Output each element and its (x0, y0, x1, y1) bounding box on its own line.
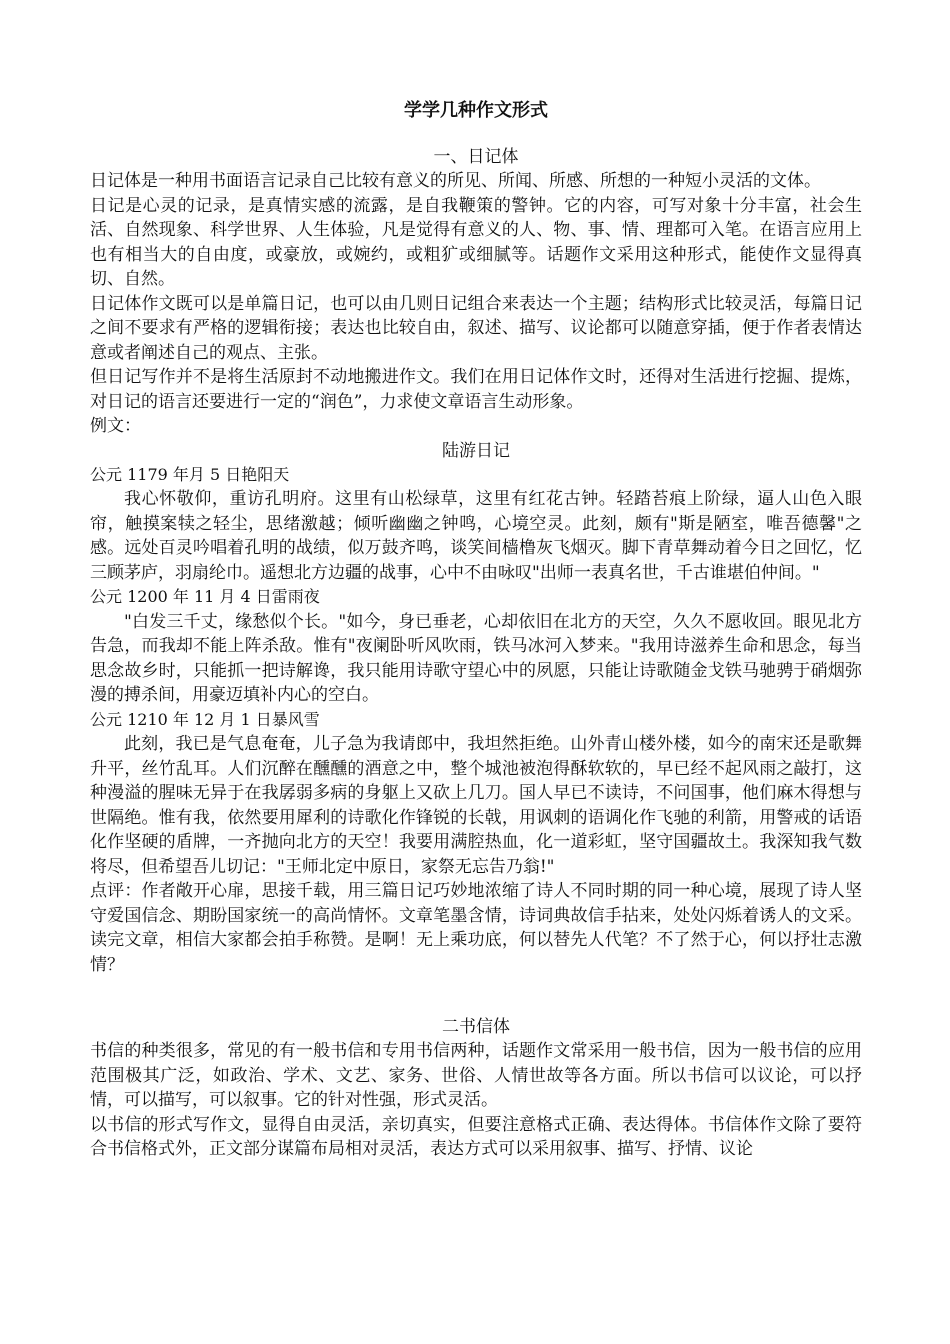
paragraph: 日记体是一种用书面语言记录自己比较有意义的所见、所闻、所感、所想的一种短小灵活的文体。 (90, 171, 821, 191)
section-heading-letter: 二书信体 (442, 1017, 510, 1037)
paragraph: 日记体作文既可以是单篇日记，也可以由几则日记组合来表达一个主题；结构形式比较灵活，每篇日记之间不要求有严格的逻辑衔接；表达也比较自由，叙述、描写、议论都可以随意穿插，便于作者表情达意或者阐述自己的观点、主张。 (90, 293, 862, 363)
diary-entry-date: 公元 1210 年 12 月 1 日暴风雪 (90, 709, 320, 729)
example-comment: 点评：作者敞开心扉，思接千载，用三篇日记巧妙地浓缩了诗人不同时期的同一种心境，展现了诗人坚守爱国信念、期盼国家统一的高尚情怀。文章笔墨含情，诗词典故信手拈来，处处闪烁着诱人的文采。读完文章，相信大家都会拍手称赞。是啊！无上乘功底，何以替先人代笔？不了然于心，何以抒壮志激情？ (90, 881, 862, 975)
example-title: 陆游日记 (442, 440, 510, 461)
paragraph: 但日记写作并不是将生活原封不动地搬进作文。我们在用日记体作文时，还得对生活进行挖掘、提炼，对日记的语言还要进行一定的“润色”，力求使文章语言生动形象。 (90, 367, 862, 412)
section-spacer (90, 977, 862, 1015)
diary-entry-date: 公元 1200 年 11 月 4 日雷雨夜 (90, 587, 320, 606)
diary-entry-date: 公元 1179 年月 5 日艳阳天 (90, 464, 290, 484)
document-body (90, 97, 862, 1162)
diary-entry-text: 此刻，我已是气息奄奄，儿子急为我请郎中，我坦然拒绝。山外青山楼外楼，如今的南宋还是歌舞升平，丝竹乱耳。人们沉醉在醺醺的酒意之中，整个城池被泡得酥软软的，早已经不起风雨之敲打，这种漫溢的腥味无异于在我孱弱多病的身躯上又砍上几刀。国人早已不读诗，不问国事，他们麻木得想与世隔绝。惟有我，依然要用犀利的诗歌化作锋锐的长戟，用讽刺的语调化作飞驰的利箭，用警戒的话语化作坚硬的盾牌，一齐抛向北方的天空！我要用满腔热血，化一道彩虹，坚守国疆故土。我深知我气数将尽，但希望吾儿切记："王师北定中原日，家祭无忘告乃翁!" (90, 734, 862, 877)
section-heading-diary: 一、日记体 (433, 147, 519, 167)
paragraph: 以书信的形式写作文，显得自由灵活，亲切真实，但要注意格式正确、表达得体。书信体作文除了要符合书信格式外，正文部分谋篇布局相对灵活，表达方式可以采用叙事、描写、抒情、议论 (90, 1114, 862, 1159)
diary-entry-text: "白发三千丈，缘愁似个长。"如今，身已垂老，心却依旧在北方的天空，久久不愿收回。眼见北方告急，而我却不能上阵杀敌。惟有"夜阑卧听风吹雨，铁马冰河入梦来。"我用诗滋养生命和思念，每当思念故乡时，只能抓一把诗解谗，我只能用诗歌守望心中的夙愿，只能让诗歌随金戈铁马驰骋于硝烟弥漫的搏杀间，用豪迈填补内心的空白。 (90, 611, 862, 705)
paragraph: 日记是心灵的记录，是真情实感的流露，是自我鞭策的警钟。它的内容，可写对象十分丰富，社会生活、自然现象、科学世界、人生体验，凡是觉得有意义的人、物、事、情、理都可入笔。在语言应用上也有相当大的自由度，或豪放，或婉约，或粗犷或细腻等。话题作文采用这种形式，能使作文显得真切、自然。 (90, 195, 862, 289)
paragraph: 书信的种类很多，常见的有一般书信和专用书信两种，话题作文常采用一般书信，因为一般书信的应用范围极其广泛，如政治、学术、文艺、家务、世俗、人情世故等各方面。所以书信可以议论，可以抒情，可以描写，可以叙事。它的针对性强，形式灵活。 (90, 1041, 862, 1110)
diary-entry-text: 我心怀敬仰，重访孔明府。这里有山松绿草，这里有红花古钟。轻踏苔痕上阶绿，逼人山色入眼帘，触摸案犊之轻尘，思绪激越；倾听幽幽之钟鸣，心境空灵。此刻，颇有"斯是陋室，唯吾德馨"之感。远处百灵吟唱着孔明的战绩，似万鼓齐鸣，谈笑间樯橹灰飞烟灭。脚下青草舞动着今日之回忆，忆三顾茅庐，羽扇纶巾。遥想北方边疆的战事，心中不由咏叹"出师一表真名世，千古谁堪伯仲间。" (90, 489, 862, 583)
example-label: 例文： (90, 416, 141, 436)
document-title: 学学几种作文形式 (404, 100, 548, 121)
